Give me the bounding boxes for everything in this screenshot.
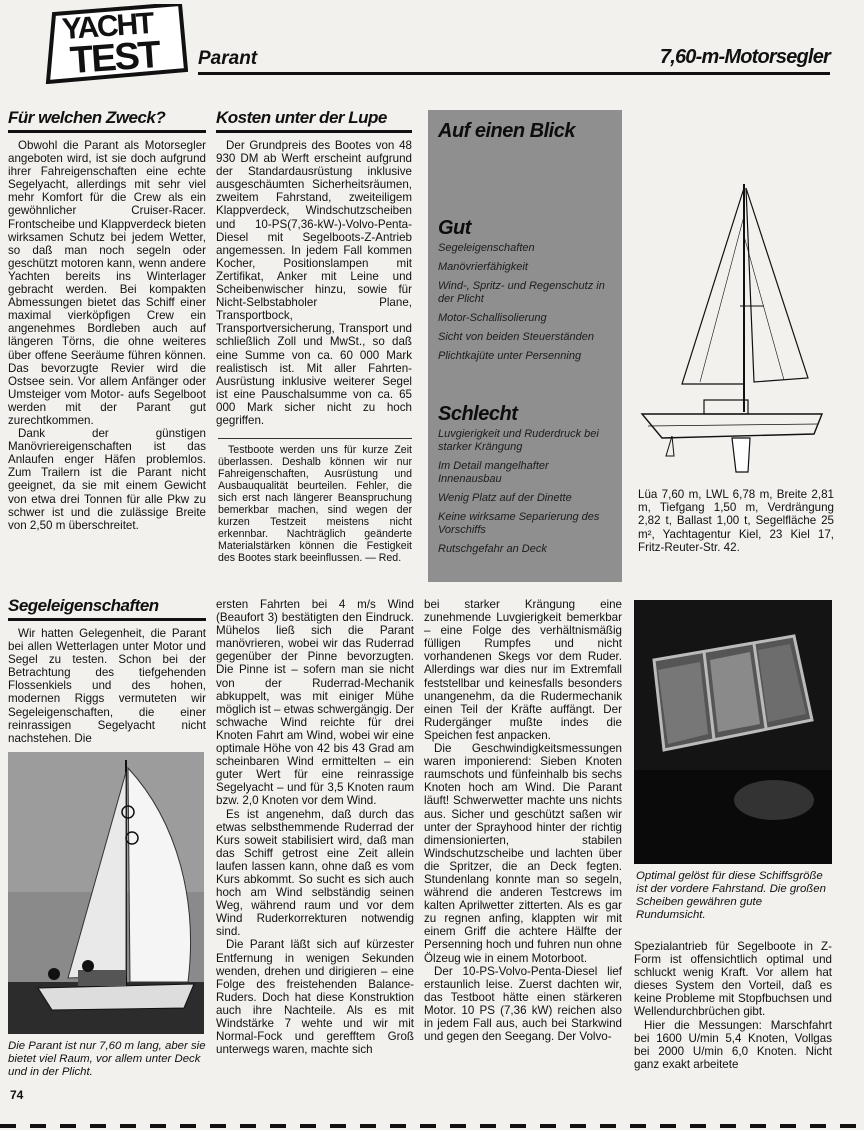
- col3-paragraph-3: Der 10-PS-Volvo-Penta-Diesel lief erstaunlich leise. Zuerst dachten wir, das Testboot hätte einen stärkeren Motor. 10 PS (7,36 kW) reichen also in jedem Fall aus, auch bei Starkwind und gegen den Seegang. Der Volvo-: [424, 964, 622, 1044]
- col4-paragraph-2: Hier die Messungen: Marschfahrt bei 1600 U/min 5,4 Knoten, Vollgas bei 2000 U/min 6,0 Knoten. Nicht ganz exakt arbeitete: [634, 1018, 832, 1071]
- editorial-note: [218, 438, 412, 564]
- yacht-test-logo: [40, 4, 188, 84]
- boat-type: 7,60-m-Motorsegler: [659, 46, 830, 68]
- column-4-text: [634, 940, 832, 1071]
- page-number: 74: [10, 1088, 24, 1102]
- heading-zweck: Für welchen Zweck?: [8, 108, 206, 133]
- good-item: Sicht von beiden Steuerständen: [438, 331, 594, 343]
- heading-bad: Schlecht: [438, 403, 518, 425]
- editorial-note-text: Testboote werden uns für kurze Zeit überlassen. Deshalb können wir nur Fahreigenschaften, Ausrüstung und Ausbauqualität beurteilen. Fehler, die sich erst nach längerer Beanspruchung bemerkbar machen, sind wegen der kurzen Testzeit meistens nicht erkennbar. Nachträglich geänderte Materialstärken können die Festigkeit des Bootes stark beeinflussen. — Red.: [218, 444, 412, 564]
- sailboat-drawing-icon: [632, 176, 832, 476]
- good-item: Wind-, Spritz- und Regenschutz in der Plicht: [438, 280, 605, 305]
- good-item: Segeleigenschaften: [438, 242, 535, 254]
- sailing-photo-icon: [8, 752, 204, 1034]
- heading-kosten: Kosten unter der Lupe: [216, 108, 412, 133]
- sail-plan-drawing: [632, 176, 832, 476]
- photo-sailing: [8, 752, 204, 1034]
- heading-glance: Auf einen Blick: [438, 120, 575, 142]
- column-3-text: [424, 598, 622, 1043]
- col2-paragraph-2: Es ist angenehm, daß durch das etwas selbsthemmende Ruderrad der Kurs soweit stabilisiert wird, daß man das Schiff getrost eine Zeit allein laufen lassen kann, ohne daß es vom Kurs abkommt. So sucht es sich auch hoch am Wind selbständig seinen Weg, während raum und vor dem Wind Ruderkorrekturen notwendig sind.: [216, 807, 414, 939]
- caption-left: Die Parant ist nur 7,60 m lang, aber sie bietet viel Raum, vor allem unter Deck und in der Plicht.: [8, 1040, 206, 1078]
- good-item: Plichtkajüte unter Persenning: [438, 350, 582, 362]
- bad-item: Wenig Platz auf der Dinette: [438, 492, 572, 504]
- page-title: Parant: [198, 48, 258, 69]
- kosten-paragraph-1: Der Grundpreis des Bootes von 48 930 DM ab Werft erscheint aufgrund der Standardausrüstung inklusive ausgeschäumten Sicherheitsräumen, zweitem Fahrstand, zweiteiligem Klappverdeck, Windschutzscheiben und 10-PS(7,36-kW-)-Volvo-Penta-Diesel mit Segelboots-Z-Antrieb angemessen. In jedem Fall kommen Kocher, Positionslampen mit Zertifikat, Anker mit Leine und Scheibenwischer hinzu, sowie für Nicht-Selbstabholer Plane, Transportbock, Transportversicherung, Transport und schließlich Zoll und MwSt., so daß eine Summe von ca. 60 000 Mark realistisch ist. Mit aller Fahrten-Ausrüstung inklusive weiterer Segel ist eine Pauschalsumme von ca. 65 000 Mark sicher nicht zu hoch gegriffen.: [216, 139, 412, 427]
- col4-paragraph-1: Spezialantrieb für Segelboote in Z-Form ist offensichtlich optimal und schluckt wenig Kraft. Vor allem hat dieses System den Vorteil, daß es keine Probleme mit Stopfbuchsen und Wellendurchbrüchen gibt.: [634, 940, 832, 1019]
- helm-photo-icon: [634, 600, 832, 864]
- section-kosten: [216, 108, 412, 427]
- heading-segel: Segeleigenschaften: [8, 596, 206, 621]
- logo-test: TEST: [68, 33, 161, 83]
- good-item: Motor-Schallisolierung: [438, 312, 547, 324]
- at-a-glance-box: [428, 110, 622, 582]
- bad-item: Keine wirksame Separierung des Vorschiffs: [438, 511, 600, 536]
- bad-item: Im Detail mangelhafter Innenausbau: [438, 460, 549, 485]
- col2-paragraph-3: Die Parant läßt sich auf kürzester Entfernung in wenigen Sekunden wenden, drehen und dirigieren – eine Folge des freistehenden Balance-Ruders. Doch hat diese Konstruktion auch ihre Nachteile. Als es mit Windstärke 7 wehte und wir mit Normal-Fock und gerefftem Groß unterwegs waren, machte sich: [216, 938, 414, 1057]
- bottom-rule-left: [8, 592, 208, 593]
- header-rule: [198, 72, 830, 75]
- good-item: Manövrierfähigkeit: [438, 261, 528, 273]
- caption-right: Optimal gelöst für diese Schiffsgröße ist der vordere Fahrstand. Die großen Scheiben gewähren gute Rundumsicht.: [636, 870, 826, 921]
- col3-paragraph-2: Die Geschwindigkeitsmessungen waren imponierend: Sieben Knoten raumschots und fünfeinhalb bis sechs Knoten hoch am Wind. Die Parant läuft! Schwerwetter machte uns nichts aus. Sicher und geschützt saßen wir unter der Sprayhood hinter der richtig dimensionierten, stabilen Windschutzscheibe und lachten über die Spritzer, die an Deck fegten. Stundenlang konnte man so segeln, während die anderen Testcrews im kalten Aprilwetter zitterten. Als es gar zu regnen anfing, klappten wir mit einem Griff die achtere Hälfte der Persenning hoch und fuhren nun ohne Ölzeug wie in einem Motorboot.: [424, 742, 622, 965]
- logo-yacht: YACHT: [60, 6, 154, 47]
- heading-good: Gut: [438, 217, 471, 239]
- spec-text: Lüa 7,60 m, LWL 6,78 m, Breite 2,81 m, Tiefgang 1,50 m, Verdrängung 2,82 t, Ballast 1,00 t, Segelfläche 25 m², Yachtagentur Kiel, 23 Kiel 17, Fritz-Reuter-Str. 42.: [638, 488, 834, 554]
- bad-item: Rutschgefahr an Deck: [438, 543, 547, 555]
- photo-helm-station: [634, 600, 832, 864]
- segel-paragraph-1: Wir hatten Gelegenheit, die Parant bei allen Wetterlagen unter Motor und Segel zu testen. Schon bei der Betrachtung des tiefgehenden Flossenkiels und des hohen, modernen Riggs vermuteten wir Segeleigenschaften, die einer reinrassigen Segelyacht nicht nachstehen. Die: [8, 627, 206, 745]
- column-2-text: [216, 598, 414, 1056]
- zweck-paragraph-1: Obwohl die Parant als Motorsegler angeboten wird, ist sie doch aufgrund ihrer Fahreigenschaften eine echte Segelyacht, allerdings mit sehr viel mehr Komfort für die Crew als ein gewöhnlicher Cruiser-Racer. Frontscheibe und Klappverdeck bieten wirksamen Schutz bei jedem Wetter, so daß man noch segeln oder geschützt motoren kann, wenn andere Yachten bereits ins Winterlager gebracht werden. Bei kompakten Abmessungen bietet das Schiff einer maximal vierköpfigen Crew ein angenehmes Bordleben auch auf längeren Törns, die ohne weiteres über offene Seeräume führen können. Das bevorzugte Revier wird die Ostsee sein. Vor allem Anfänger oder Umsteiger vom Motor- aufs Segelboot werden mit der Parant gut zurechtkommen.: [8, 139, 206, 427]
- col2-paragraph-1: ersten Fahrten bei 4 m/s Wind (Beaufort 3) bestätigten den Eindruck. Mühelos ließ sich die Parant manövrieren, wobei wir das Ruderrad gegenüber der Pinne bevorzugten. Die Pinne ist – sofern man sie nicht von der Ruderrad-Mechanik abkuppelt, was mit einiger Mühe möglich ist – etwas schwergängig. Der schwache Wind reichte für drei Knoten Fahrt am Wind, wobei wir eine optimale Höhe von 42 bis 43 Grad am scheinbaren Wind ermittelten – ein guter Wert für eine reinrassige Segelyacht – und für 3,5 Knoten raum bzw. 2,0 Knoten vor dem Wind.: [216, 598, 414, 808]
- zweck-paragraph-2: Dank der günstigen Manövriereigenschaften ist das Anlaufen enger Häfen problemlos. Zum Trailern ist die Parant nicht geeignet, da sie mit einem Gewicht von etwa drei Tonnen für alle Pkw zu schwer ist und die zulässige Breite von 2,50 m überschreitet.: [8, 427, 206, 532]
- section-segeleigenschaften: [8, 596, 206, 745]
- col3-paragraph-1: bei starker Krängung eine zunehmende Luvgierigkeit bemerkbar – eine Folge des verhältnismäßig fülligen Rumpfes und nicht vorhandenen Skegs vor dem Ruder. Allerdings war dies nur im Extremfall feststellbar und keinesfalls besonders unangenehm, da die Rudermechanik einen Teil der Kräfte auffängt. Der Rudergänger mußte indes die Speichen fest anpacken.: [424, 598, 622, 742]
- bottom-dash-rule: [0, 1124, 864, 1128]
- section-zweck: [8, 108, 206, 532]
- bad-item: Luvgierigkeit und Ruderdruck bei starker Krängung: [438, 428, 599, 453]
